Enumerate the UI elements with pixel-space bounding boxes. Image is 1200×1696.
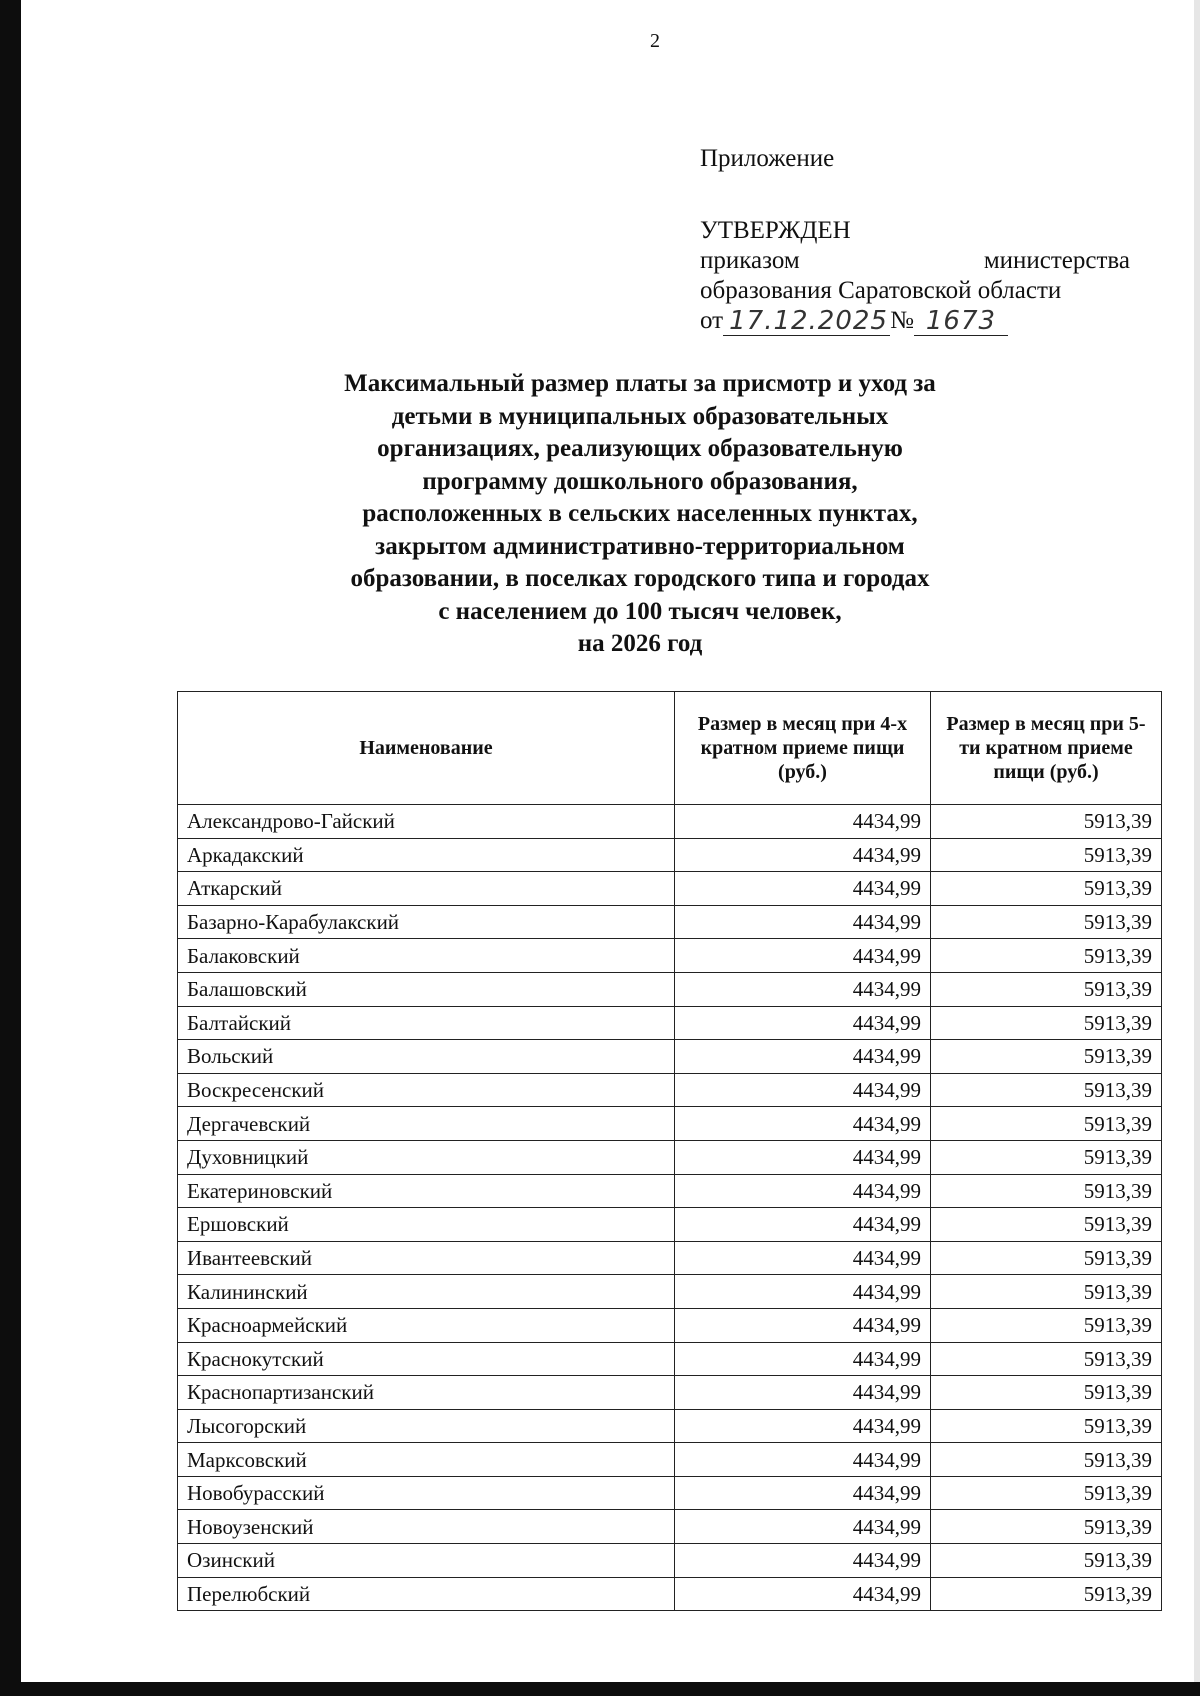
table-row (178, 1140, 1162, 1174)
header-name: Наименование (178, 692, 675, 805)
table-row (178, 905, 1162, 939)
row-four-meals: 4434,99 (675, 1208, 931, 1242)
table-row (178, 1510, 1162, 1544)
row-five-meals: 5913,39 (931, 972, 1162, 1006)
row-five-meals: 5913,39 (931, 1073, 1162, 1107)
row-name: Перелюбский (178, 1577, 675, 1611)
title-line: расположенных в сельских населенных пунктах, (362, 500, 918, 527)
row-four-meals: 4434,99 (675, 838, 931, 872)
table-row (178, 1476, 1162, 1510)
title-line: закрытом административно-территориальном (375, 532, 905, 560)
row-four-meals: 4434,99 (675, 1275, 931, 1309)
row-four-meals: 4434,99 (675, 1308, 931, 1342)
title-line: с населением до 100 тысяч человек, (438, 597, 842, 625)
table-row (178, 1073, 1162, 1107)
table-row (178, 805, 1162, 839)
title-line: программу дошкольного образования, (422, 467, 858, 495)
ministry-word: министерства (983, 247, 1130, 274)
table-row (178, 1006, 1162, 1040)
row-five-meals: 5913,39 (931, 838, 1162, 872)
fees-table (177, 691, 1162, 1611)
header-four-meals: Размер в месяц при 4-х кратном приеме пищи (руб.) (675, 692, 931, 805)
row-four-meals: 4434,99 (675, 1443, 931, 1477)
row-name: Краснокутский (178, 1342, 675, 1376)
order-date-number-line (700, 306, 1130, 336)
table-header-row (178, 692, 1162, 805)
table-row (178, 1241, 1162, 1275)
scan-edge-left (0, 0, 21, 1696)
row-five-meals: 5913,39 (931, 805, 1162, 839)
row-four-meals: 4434,99 (675, 1577, 931, 1611)
row-name: Базарно-Карабулакский (178, 905, 675, 939)
row-five-meals: 5913,39 (931, 1006, 1162, 1040)
handwritten-date: 17.12.2025 (723, 307, 890, 336)
table-row (178, 1208, 1162, 1242)
row-name: Александрово-Гайский (178, 805, 675, 839)
row-five-meals: 5913,39 (931, 1308, 1162, 1342)
row-four-meals: 4434,99 (675, 1073, 931, 1107)
table-row (178, 972, 1162, 1006)
table-row (178, 1107, 1162, 1141)
row-four-meals: 4434,99 (675, 872, 931, 906)
row-five-meals: 5913,39 (931, 1342, 1162, 1376)
title-line: образовании, в поселках городского типа и городах (350, 565, 930, 592)
table-row (178, 872, 1162, 906)
row-four-meals: 4434,99 (675, 1476, 931, 1510)
table-row (178, 1443, 1162, 1477)
row-five-meals: 5913,39 (931, 1174, 1162, 1208)
row-name: Калининский (178, 1275, 675, 1309)
row-five-meals: 5913,39 (931, 1107, 1162, 1141)
row-four-meals: 4434,99 (675, 1342, 931, 1376)
row-five-meals: 5913,39 (931, 1577, 1162, 1611)
table-row (178, 1577, 1162, 1611)
number-label: № (890, 307, 914, 334)
row-four-meals: 4434,99 (675, 1174, 931, 1208)
title-line: организациях, реализующих образовательную (377, 435, 903, 462)
row-name: Ивантеевский (178, 1241, 675, 1275)
handwritten-number: 1673 (914, 307, 1008, 336)
row-name: Воскресенский (178, 1073, 675, 1107)
row-name: Екатериновский (178, 1174, 675, 1208)
row-four-meals: 4434,99 (675, 939, 931, 973)
table-row (178, 1544, 1162, 1578)
row-name: Вольский (178, 1040, 675, 1074)
row-name: Марксовский (178, 1443, 675, 1477)
row-four-meals: 4434,99 (675, 1376, 931, 1410)
row-name: Духовницкий (178, 1140, 675, 1174)
order-ministry-line (700, 246, 1130, 276)
row-four-meals: 4434,99 (675, 1544, 931, 1578)
row-four-meals: 4434,99 (675, 905, 931, 939)
from-label: от (700, 307, 724, 334)
row-five-meals: 5913,39 (931, 1544, 1162, 1578)
order-word: приказом (700, 247, 800, 274)
row-four-meals: 4434,99 (675, 972, 931, 1006)
scan-edge-right (1194, 0, 1200, 1696)
page-number: 2 (650, 30, 660, 52)
row-name: Ершовский (178, 1208, 675, 1242)
row-name: Озинский (178, 1544, 675, 1578)
row-five-meals: 5913,39 (931, 1241, 1162, 1275)
appendix-block (700, 144, 1130, 336)
row-four-meals: 4434,99 (675, 805, 931, 839)
row-five-meals: 5913,39 (931, 1208, 1162, 1242)
row-four-meals: 4434,99 (675, 1409, 931, 1443)
row-name: Лысогорский (178, 1409, 675, 1443)
scan-edge-bottom (0, 1682, 1200, 1696)
appendix-label: Приложение (700, 145, 835, 172)
row-name: Новоузенский (178, 1510, 675, 1544)
row-name: Красноармейский (178, 1308, 675, 1342)
row-five-meals: 5913,39 (931, 1376, 1162, 1410)
table-row (178, 1409, 1162, 1443)
row-five-meals: 5913,39 (931, 1140, 1162, 1174)
row-five-meals: 5913,39 (931, 1510, 1162, 1544)
row-five-meals: 5913,39 (931, 905, 1162, 939)
document-title (250, 368, 1030, 661)
title-line: Максимальный размер платы за присмотр и уход за (344, 370, 936, 397)
row-four-meals: 4434,99 (675, 1241, 931, 1275)
table-row (178, 1275, 1162, 1309)
row-five-meals: 5913,39 (931, 1443, 1162, 1477)
table-row (178, 1376, 1162, 1410)
table-row (178, 838, 1162, 872)
table-row (178, 1174, 1162, 1208)
row-five-meals: 5913,39 (931, 1040, 1162, 1074)
row-five-meals: 5913,39 (931, 1476, 1162, 1510)
row-four-meals: 4434,99 (675, 1510, 931, 1544)
row-name: Аркадакский (178, 838, 675, 872)
row-five-meals: 5913,39 (931, 872, 1162, 906)
row-name: Аткарский (178, 872, 675, 906)
table-row (178, 1040, 1162, 1074)
row-name: Балтайский (178, 1006, 675, 1040)
row-name: Балаковский (178, 939, 675, 973)
header-five-meals: Размер в месяц при 5-ти кратном приеме пищи (руб.) (931, 692, 1162, 805)
row-name: Краснопартизанский (178, 1376, 675, 1410)
table-row (178, 1308, 1162, 1342)
title-line: детьми в муниципальных образовательных (391, 402, 889, 430)
approved-label: УТВЕРЖДЕН (700, 217, 851, 244)
table-row (178, 1342, 1162, 1376)
row-four-meals: 4434,99 (675, 1006, 931, 1040)
row-four-meals: 4434,99 (675, 1140, 931, 1174)
title-line: на 2026 год (577, 630, 703, 657)
row-name: Балашовский (178, 972, 675, 1006)
row-five-meals: 5913,39 (931, 1409, 1162, 1443)
row-four-meals: 4434,99 (675, 1040, 931, 1074)
row-four-meals: 4434,99 (675, 1107, 931, 1141)
row-five-meals: 5913,39 (931, 939, 1162, 973)
table-body (178, 805, 1162, 1611)
row-name: Дергачевский (178, 1107, 675, 1141)
ministry-name: образования Саратовской области (700, 277, 1062, 304)
table-row (178, 939, 1162, 973)
row-five-meals: 5913,39 (931, 1275, 1162, 1309)
row-name: Новобурасский (178, 1476, 675, 1510)
